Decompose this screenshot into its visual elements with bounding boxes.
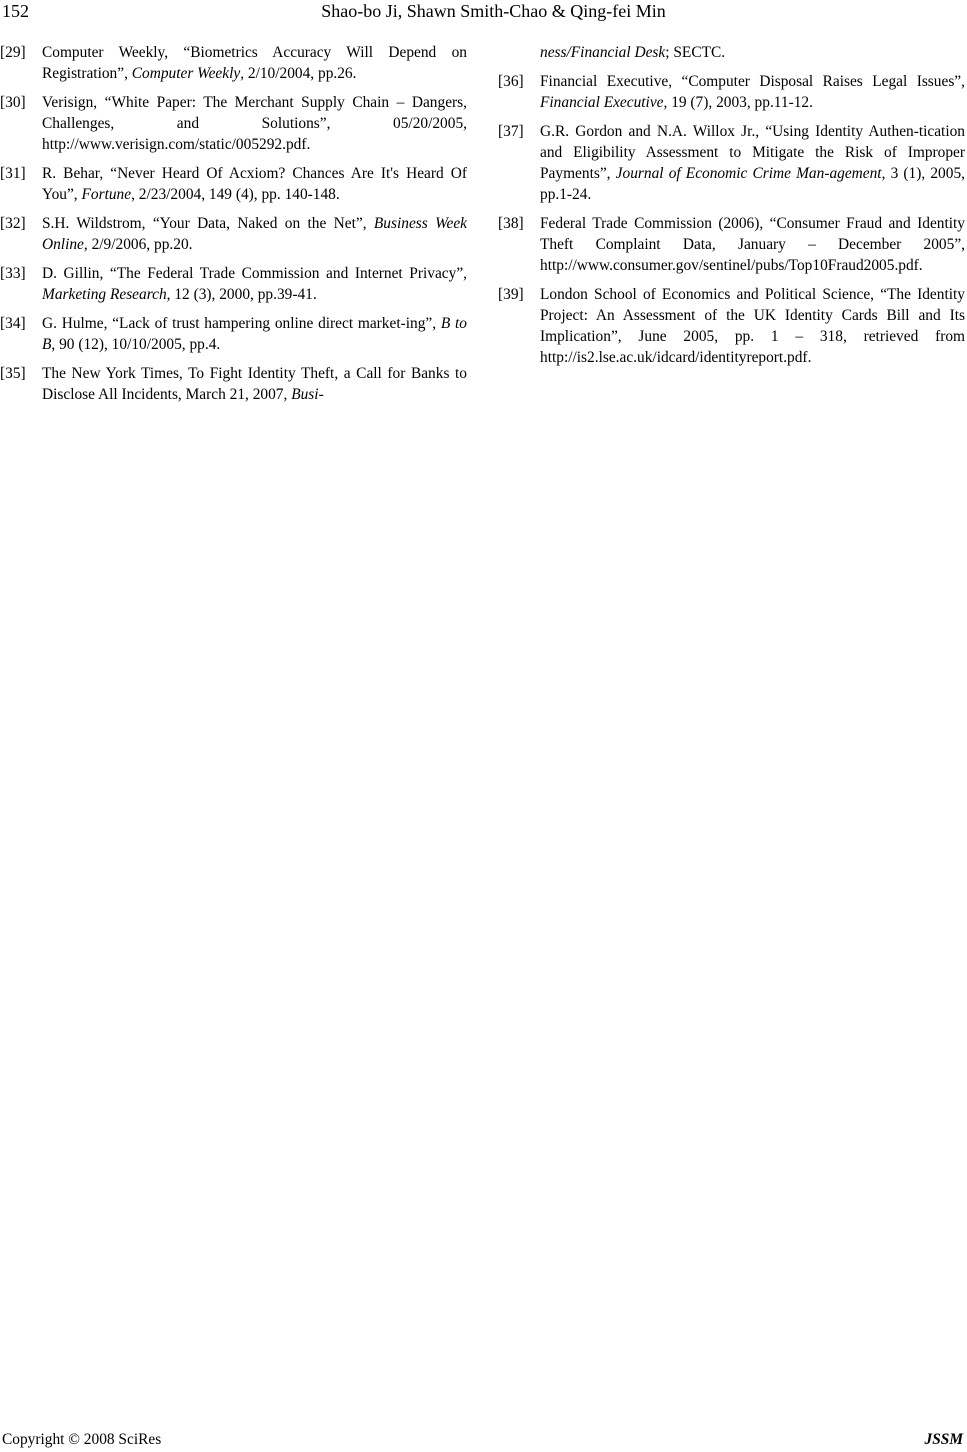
reference-text: R. Behar, “Never Heard Of Acxiom? Chances Are It's Heard Of You”, Fortune, 2/23/2004, 149 (4), pp. 140-148. bbox=[42, 165, 467, 203]
header-authors: Shao-bo Ji, Shawn Smith-Chao & Qing-fei Min bbox=[321, 1, 666, 21]
reference-number: [37] bbox=[498, 123, 524, 140]
references-left-column bbox=[0, 42, 467, 413]
reference-text: G. Hulme, “Lack of trust hampering online direct market-ing”, B to B, 90 (12), 10/10/2005, pp.4. bbox=[42, 315, 467, 353]
reference-text: S.H. Wildstrom, “Your Data, Naked on the Net”, Business Week Online, 2/9/2006, pp.20. bbox=[42, 215, 467, 253]
reference-31 bbox=[0, 163, 467, 205]
reference-text: London School of Economics and Political Science, “The Identity Project: An Assessment of the UK Identity Cards Bill and Its Implication”, June 2005, pp. 1 – 318, retrieved from http://is2.lse.ac.uk/idcard/identityreport.pdf. bbox=[540, 286, 965, 366]
reference-36 bbox=[498, 71, 965, 113]
reference-number: [39] bbox=[498, 286, 524, 303]
reference-text: D. Gillin, “The Federal Trade Commission and Internet Privacy”, Marketing Research, 12 (3), 2000, pp.39-41. bbox=[42, 265, 467, 303]
reference-38 bbox=[498, 213, 965, 276]
reference-35 bbox=[0, 363, 467, 405]
reference-text: Computer Weekly, “Biometrics Accuracy Will Depend on Registration”, Computer Weekly, 2/10/2004, pp.26. bbox=[42, 44, 467, 82]
reference-number: [30] bbox=[0, 94, 26, 111]
reference-text: Verisign, “White Paper: The Merchant Supply Chain – Dangers, Challenges, and Solutions”, 05/20/2005, http://www.verisign.com/static/005292.pdf. bbox=[42, 94, 467, 153]
journal-abbreviation: JSSM bbox=[924, 1431, 963, 1448]
copyright-notice: Copyright © 2008 SciRes bbox=[2, 1431, 162, 1448]
reference-number: [34] bbox=[0, 315, 26, 332]
reference-number: [38] bbox=[498, 215, 524, 232]
page-footer bbox=[0, 1430, 963, 1452]
reference-30 bbox=[0, 92, 467, 155]
reference-text: G.R. Gordon and N.A. Willox Jr., “Using Identity Authen-tication and Eligibility Assessment to Mitigate the Risk of Improper Payments”, Journal of Economic Crime Man-agement, 3 (1), 2005, pp.1-24. bbox=[540, 123, 965, 203]
reference-39 bbox=[498, 284, 965, 368]
reference-33 bbox=[0, 263, 467, 305]
running-head bbox=[0, 0, 967, 24]
page-number: 152 bbox=[2, 1, 29, 21]
reference-37 bbox=[498, 121, 965, 205]
reference-number: [35] bbox=[0, 365, 26, 382]
reference-number: [32] bbox=[0, 215, 26, 232]
reference-number: [36] bbox=[498, 73, 524, 90]
reference-29 bbox=[0, 42, 467, 84]
reference-text: The New York Times, To Fight Identity Theft, a Call for Banks to Disclose All Incidents, March 21, 2007, Busi- bbox=[42, 365, 467, 403]
reference-text: Federal Trade Commission (2006), “Consumer Fraud and Identity Theft Complaint Data, January – December 2005”, http://www.consumer.gov/sentinel/pubs/Top10Fraud2005.pdf. bbox=[540, 215, 965, 274]
reference-number: [29] bbox=[0, 44, 26, 61]
reference-35-continuation: ness/Financial Desk; SECTC. bbox=[540, 44, 726, 61]
reference-32 bbox=[0, 213, 467, 255]
reference-number: [33] bbox=[0, 265, 26, 282]
references-right-column bbox=[498, 42, 965, 376]
reference-text: Financial Executive, “Computer Disposal Raises Legal Issues”, Financial Executive, 19 (7), 2003, pp.11-12. bbox=[540, 73, 965, 111]
reference-number: [31] bbox=[0, 165, 26, 182]
reference-34 bbox=[0, 313, 467, 355]
